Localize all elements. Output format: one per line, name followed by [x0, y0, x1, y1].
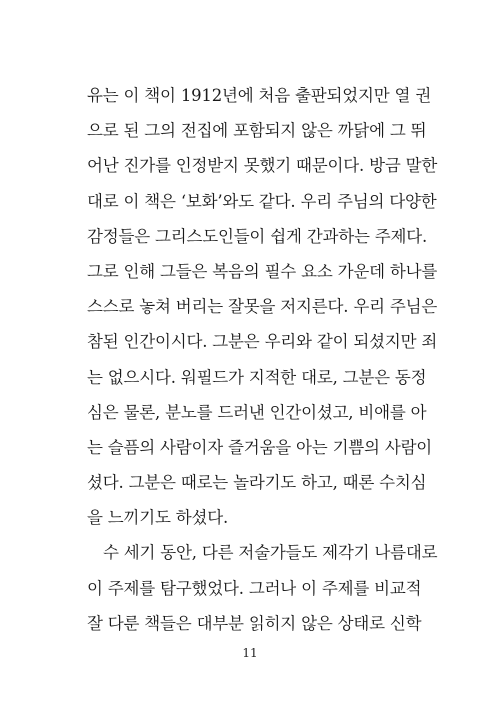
text-line: 스스로 놓쳐 버리는 잘못을 저지른다. 우리 주님은: [87, 297, 438, 317]
page-number: 11: [242, 646, 258, 660]
text-line: 잘 다룬 책들은 대부분 읽히지 않은 상태로 신학: [87, 613, 422, 633]
text-line: 유는 이 책이 1912년에 처음 출판되었지만 열 권: [87, 86, 432, 105]
text-line: 감정들은 그리스도인들이 쉽게 간과하는 주제다.: [87, 226, 428, 246]
text-line: 는 슬픔의 사람이자 즐거움을 아는 기쁨의 사람이: [87, 437, 433, 457]
text-line: 셨다. 그분은 때로는 놀라기도 하고, 때론 수치심: [87, 473, 427, 493]
body-text: [87, 78, 438, 641]
text-line: 으로 된 그의 전집에 포함되지 않은 까닭에 그 뛰: [87, 121, 427, 141]
text-line: 어난 진가를 인정받지 못했기 때문이다. 방금 말한: [87, 156, 438, 176]
text-line: 이 주제를 탐구했었다. 그러나 이 주제를 비교적: [87, 578, 422, 598]
paragraph-start-line: 수 세기 동안, 다른 저술가들도 제각기 나름대로: [103, 543, 438, 563]
text-line: 참된 인간이시다. 그분은 우리와 같이 되셨지만 죄: [87, 332, 438, 352]
text-line: 그로 인해 그들은 복음의 필수 요소 가운데 하나를: [87, 261, 438, 281]
paragraph-end-line: 을 느끼기도 하셨다.: [87, 508, 229, 528]
text-line: 는 없으시다. 워필드가 지적한 대로, 그분은 동정: [87, 367, 427, 387]
text-line: 심은 물론, 분노를 드러낸 인간이셨고, 비애를 아: [87, 402, 427, 422]
text-line: 대로 이 책은 ‘보화’와도 같다. 우리 주님의 다양한: [87, 191, 437, 211]
